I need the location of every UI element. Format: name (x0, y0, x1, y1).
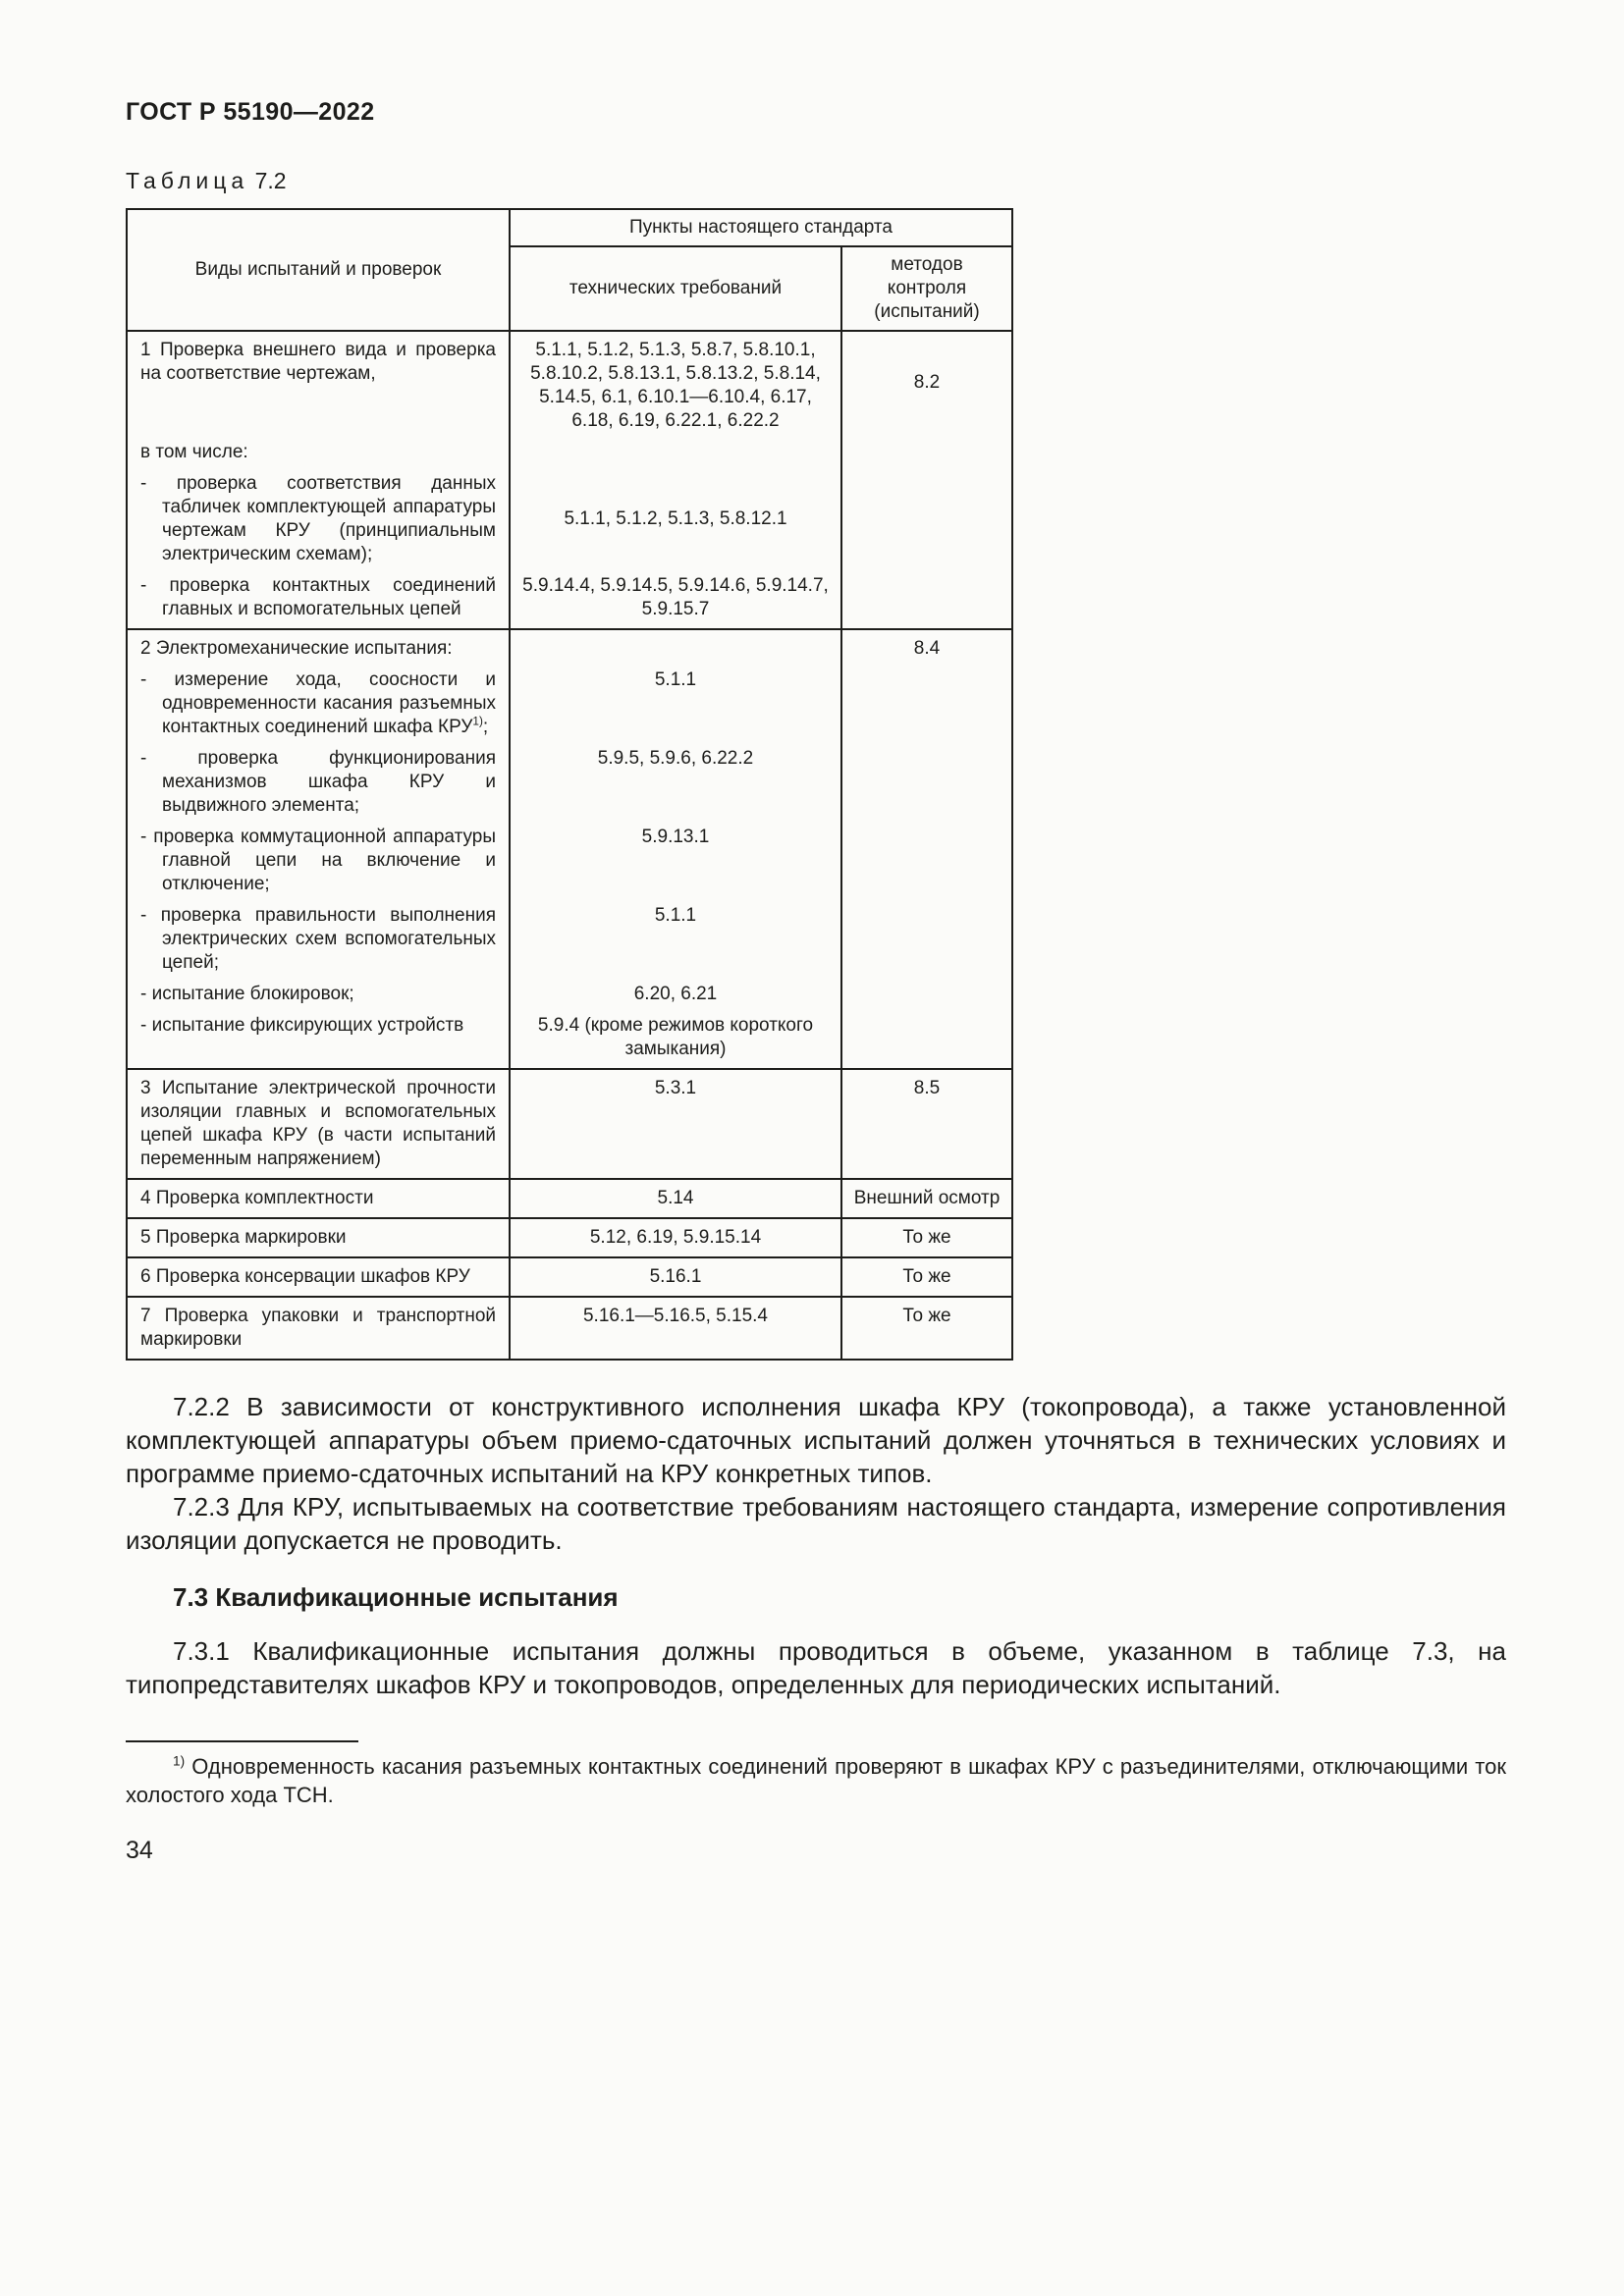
test-name-text: - проверка контактных соединений главных и вспомогательных цепей (140, 575, 496, 619)
table-row (128, 1258, 1011, 1298)
test-name-fragment: - измерение хода, соосности и одновременности касания разъемных контактных соединений шкафа КРУ (140, 669, 496, 737)
table-row (128, 1298, 1011, 1359)
row-left-cells (128, 1298, 842, 1359)
document-header: ГОСТ Р 55190—2022 (126, 98, 375, 126)
refs-cell (511, 983, 840, 1006)
test-name-cell (128, 1226, 509, 1250)
test-name-text: - проверка коммутационной аппаратуры главной цепи на включение и отключение; (140, 827, 496, 894)
test-name-cell (128, 1014, 509, 1038)
tests-table (126, 208, 1013, 1361)
table-header-group: Пункты настоящего стандарта (511, 210, 1011, 247)
refs-cell (511, 1226, 840, 1250)
footnote-separator (126, 1740, 358, 1742)
table-caption (126, 168, 1506, 194)
test-subrow (128, 472, 840, 566)
table-caption-label: Таблица (126, 168, 249, 193)
table-header-types: Виды испытаний и проверок (128, 210, 511, 330)
test-name-text: 3 Испытание электрической прочности изоляции главных и вспомогательных цепей шкафа КРУ (в части испытаний переменным напряжением) (140, 1078, 496, 1169)
test-name-text: 1 Проверка внешнего вида и проверка на соответствие чертежам, (140, 340, 496, 384)
row-left-cells (128, 1180, 842, 1217)
test-subrow (128, 747, 840, 818)
test-subrow (128, 668, 840, 739)
test-subrow (128, 1077, 840, 1171)
table-row (128, 630, 1011, 1070)
table-header-subrow (511, 247, 1011, 330)
method-cell (842, 1258, 1011, 1296)
table-header-control-methods: методов контроля (испытаний) (874, 254, 980, 322)
test-subrow (128, 1187, 840, 1210)
section-heading-7-3: 7.3 Квалификационные испытания (173, 1582, 619, 1612)
refs-cell (511, 747, 840, 771)
method-cell (842, 1070, 1011, 1178)
test-name-cell (128, 472, 509, 566)
table-header-row (128, 210, 1011, 332)
row-left-cells (128, 1258, 842, 1296)
test-subrow (128, 904, 840, 975)
test-name-text: в том числе: (140, 442, 248, 462)
test-name-text: - испытание блокировок; (140, 984, 354, 1004)
test-name-cell (128, 826, 509, 896)
row-left-cells (128, 630, 842, 1068)
method-text: То же (902, 1227, 951, 1248)
refs-cell (511, 904, 840, 928)
table-header-right (511, 210, 1011, 330)
test-name-fragment: ; (482, 717, 489, 737)
test-name-text: - проверка соответствия данных табличек комплектующей аппаратуры чертежам КРУ (принципиальным электрическим схемам); (140, 473, 496, 564)
method-text: То же (902, 1306, 951, 1326)
refs-text: 5.1.1, 5.1.2, 5.1.3, 5.8.7, 5.8.10.1, 5.8.10.2, 5.8.13.1, 5.8.13.2, 5.8.14, 5.14.5, 6.1, 6.10.1—6.10.4, 6.17, 6.18, 6.19, 6.22.1, 6.22.2 (530, 340, 821, 431)
test-subrow (128, 1226, 840, 1250)
test-subrow (128, 441, 840, 464)
refs-text: 5.9.13.1 (641, 827, 710, 847)
test-subrow (128, 826, 840, 896)
test-name-cell (128, 1187, 509, 1210)
method-cell (842, 1180, 1011, 1217)
refs-text: 5.16.1—5.16.5, 5.15.4 (582, 1306, 769, 1326)
refs-cell (511, 1014, 840, 1061)
refs-cell (511, 574, 840, 621)
row-left-cells (128, 332, 842, 628)
test-name-cell (128, 904, 509, 975)
test-name-cell (128, 1305, 509, 1352)
refs-cell (511, 826, 840, 849)
page-content (126, 0, 1506, 1865)
method-cell (842, 1219, 1011, 1256)
footnote-marker: 1) (173, 1753, 186, 1769)
refs-text: 5.1.1, 5.1.2, 5.1.3, 5.8.12.1 (564, 508, 787, 529)
test-subrow (128, 637, 840, 661)
method-cell (842, 1298, 1011, 1359)
method-text: 8.2 (913, 372, 941, 393)
refs-text: 5.1.1 (654, 905, 697, 926)
test-name-cell (128, 339, 509, 386)
method-text: То же (902, 1266, 951, 1287)
test-name-cell (128, 747, 509, 818)
test-subrow (128, 983, 840, 1006)
test-name-cell (128, 1265, 509, 1289)
footnote-block (126, 1740, 1506, 1809)
table-header-tech-reqs: технических требований (511, 247, 842, 330)
method-cell (842, 630, 1011, 1068)
table-row (128, 1219, 1011, 1258)
refs-text: 5.3.1 (654, 1078, 697, 1098)
test-name-text: 6 Проверка консервации шкафов КРУ (140, 1266, 470, 1287)
refs-text: 5.9.4 (кроме режимов короткого замыкания) (537, 1015, 814, 1059)
table-row (128, 1180, 1011, 1219)
test-name-cell (128, 574, 509, 621)
test-name-text: 7 Проверка упаковки и транспортной маркировки (140, 1306, 496, 1350)
table-row (128, 1070, 1011, 1180)
test-subrow (128, 1305, 840, 1352)
test-name-text: 4 Проверка комплектности (140, 1188, 374, 1208)
test-name-cell (128, 441, 509, 464)
test-name-text: 5 Проверка маркировки (140, 1227, 347, 1248)
refs-text: 5.9.14.4, 5.9.14.5, 5.9.14.6, 5.9.14.7, 5.9.15.7 (522, 575, 829, 619)
test-subrow (128, 1265, 840, 1289)
refs-text: 5.9.5, 5.9.6, 6.22.2 (597, 748, 754, 769)
paragraph-7-3-1: 7.3.1 Квалификационные испытания должны проводиться в объеме, указанном в таблице 7.3, на типопредставителях шкафов КРУ и токопроводов, определенных для периодических испытаний. (126, 1636, 1506, 1699)
refs-cell (511, 507, 840, 531)
refs-cell (511, 668, 840, 692)
refs-cell (511, 1187, 840, 1210)
paragraph-7-2-3: 7.2.3 Для КРУ, испытываемых на соответствие требованиям настоящего стандарта, измерение сопротивления изоляции допускается не проводить. (126, 1492, 1506, 1555)
refs-text: 5.12, 6.19, 5.9.15.14 (589, 1227, 762, 1248)
table-caption-number: 7.2 (254, 168, 287, 193)
test-name-text: - испытание фиксирующих устройств (140, 1015, 464, 1036)
row-left-cells (128, 1219, 842, 1256)
page-number: 34 (126, 1837, 153, 1864)
test-subrow (128, 1014, 840, 1061)
refs-cell (511, 1265, 840, 1289)
refs-cell (511, 339, 840, 433)
test-name-text: - проверка правильности выполнения электрических схем вспомогательных цепей; (140, 905, 496, 973)
test-name-cell (128, 637, 509, 661)
refs-text: 6.20, 6.21 (633, 984, 718, 1004)
refs-text: 5.16.1 (649, 1266, 702, 1287)
method-text: 8.5 (913, 1078, 941, 1098)
table-row (128, 332, 1011, 630)
refs-cell (511, 1305, 840, 1328)
test-name-cell (128, 1077, 509, 1171)
method-text: 8.4 (913, 638, 941, 659)
test-name-cell (128, 668, 509, 739)
footnote-body: Одновременность касания разъемных контактных соединений проверяют в шкафах КРУ с разъединителями, отключающими ток холостого хода ТСН. (126, 1754, 1506, 1807)
test-name-text: - проверка функционирования механизмов шкафа КРУ и выдвижного элемента; (140, 748, 496, 816)
refs-text: 5.1.1 (654, 669, 697, 690)
test-subrow (128, 574, 840, 621)
row-left-cells (128, 1070, 842, 1178)
test-name-text (140, 668, 496, 739)
test-subrow (128, 339, 840, 433)
method-cell (842, 332, 1011, 628)
refs-text: 5.14 (657, 1188, 694, 1208)
paragraph-7-2-2: 7.2.2 В зависимости от конструктивного исполнения шкафа КРУ (токопровода), а также установленной комплектующей аппаратуры объем приемо-сдаточных испытаний должен уточняться в технических условиях и программе приемо-сдаточных испытаний на КРУ конкретных типов. (126, 1392, 1506, 1488)
test-name-text: 2 Электромеханические испытания: (140, 638, 453, 659)
test-name-cell (128, 983, 509, 1006)
footnote-ref-icon: 1) (472, 715, 483, 728)
method-text: Внешний осмотр (853, 1188, 1001, 1208)
footnote-text (126, 1752, 1506, 1809)
refs-cell (511, 1077, 840, 1100)
